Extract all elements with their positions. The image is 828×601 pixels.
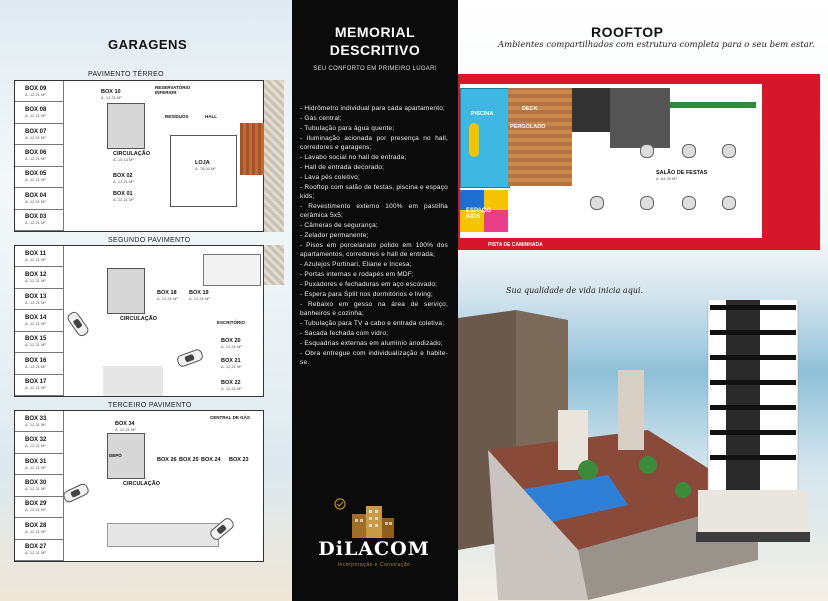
plan-terceiro [14, 410, 264, 562]
memorial-item: - Hidrômetro individual para cada apartamento; [300, 105, 446, 112]
box-area: A. 12,21 M² [25, 320, 46, 326]
memorial-item: - Portas internas e rodapés em MDF; [300, 271, 414, 278]
garagens-title: GARAGENS [108, 37, 188, 52]
loja-label: LOJA A. 76,00 M² [195, 160, 216, 171]
box24-label: BOX 24 [201, 457, 221, 463]
car [208, 516, 236, 542]
memorial-item: - Esquadrias externas em alumínio anodizado; [300, 340, 443, 347]
stair-core [107, 103, 145, 149]
quality-tagline: Sua qualidade de vida inicia aqui. [506, 286, 644, 295]
planter [670, 102, 756, 108]
garage-box [15, 81, 63, 102]
plan-segundo [14, 245, 264, 397]
box-area: A. 12,21 M² [25, 91, 46, 97]
reservatorio-label: RESERVATÓRIO INFERIOR [155, 85, 191, 95]
pergolado-label: PERGOLADO [510, 124, 546, 130]
circulacao-label: CIRCULAÇÃO [123, 481, 160, 487]
kids-area [460, 190, 508, 232]
box-area: A. 12,21 M² [25, 421, 46, 427]
segundo-box-column [15, 246, 64, 396]
box-name: BOX 15 [25, 336, 47, 343]
garage-box [15, 167, 63, 188]
box-name: BOX 07 [25, 128, 47, 135]
garage-box [15, 310, 63, 331]
loja-room [170, 135, 237, 207]
terceiro-box-column [15, 411, 64, 561]
box-name: BOX 28 [25, 522, 47, 529]
rooftop-floor [460, 84, 762, 238]
box23-label: BOX 23 [229, 457, 249, 463]
box-name: BOX 30 [25, 479, 47, 486]
memorial-title-2: DESCRITIVO [329, 42, 421, 58]
logo-text: DiLACOM [318, 538, 430, 560]
rooftop-tagline: Ambientes compartilhados com estrutura completa para o seu bem estar. [498, 40, 815, 50]
terreo-label: PAVIMENTO TÉRREO [88, 71, 164, 78]
box-area: A. 12,21 M² [25, 363, 46, 369]
deck-label: DECK [522, 106, 538, 112]
logo-tagline: Incorporação e Construção [337, 562, 411, 568]
box-area: A. 12,21 M² [25, 385, 46, 391]
box-name: BOX 05 [25, 171, 47, 178]
box-area: A. 12,21 M² [25, 198, 46, 204]
hall-label: HALL [205, 114, 217, 119]
box-name: BOX 17 [25, 379, 47, 386]
dilacom-logo [314, 490, 434, 580]
garage-box [15, 353, 63, 374]
box-area: A. 12,21 M² [25, 177, 46, 183]
box-name: BOX 03 [25, 214, 47, 221]
ramp [107, 523, 219, 547]
box25-label: BOX 25 [179, 457, 199, 463]
residuos-label: RESÍDUOS [165, 114, 189, 119]
wood-deck [240, 123, 264, 175]
box-name: BOX 14 [25, 314, 47, 321]
memorial-item: - Lavabo social no hall de entrada; [300, 154, 407, 161]
car [62, 482, 91, 504]
box-area: A. 12,21 M² [25, 299, 46, 305]
car [176, 348, 205, 368]
stair-core [107, 268, 145, 314]
box-area: A. 12,21 M² [25, 113, 46, 119]
memorial-item: - Tubulação para TV a cabo e entrada coletiva; [300, 320, 445, 327]
box-name: BOX 11 [25, 250, 47, 257]
rooftop-title: ROOFTOP [591, 24, 664, 40]
float-icon [469, 123, 479, 157]
terceiro-label: TERCEIRO PAVIMENTO [108, 402, 192, 409]
office-furniture [203, 254, 261, 286]
pool-label: PISCINA [471, 111, 494, 117]
box02-label: BOX 02 A. 12,21 M² [113, 173, 134, 184]
rooftop-panel [458, 0, 828, 601]
garage-box [15, 102, 63, 123]
garage-box [15, 411, 63, 432]
garage-box [15, 475, 63, 496]
kids-label: ESPAÇO KIDS [466, 208, 491, 220]
box-area: A. 12,21 M² [25, 256, 46, 262]
box-name: BOX 27 [25, 544, 47, 551]
box-area: A. 12,21 M² [25, 342, 46, 348]
garage-box [15, 432, 63, 453]
box10-label: BOX 10 A. 12,21 M² [101, 89, 122, 100]
garage-box [15, 375, 63, 396]
memorial-item: - Sacada fechada com vidro; [300, 330, 389, 337]
garage-box [15, 497, 63, 518]
box-area: A. 12,21 M² [25, 464, 46, 470]
stair-core [610, 88, 670, 148]
garage-box [15, 124, 63, 145]
memorial-item: - Tubulação para água quente; [300, 125, 395, 132]
box01-label: BOX 01 A. 12,21 M² [113, 191, 134, 202]
circulacao-label: CIRCULAÇÃO A. 10,14 M² [113, 151, 150, 162]
box-name: BOX 08 [25, 107, 47, 114]
table-icon [640, 196, 654, 210]
memorial-item: - Iluminação acionada por presença no hall, corredores e garagens; [300, 135, 448, 151]
box-area: A. 12,21 M² [25, 550, 46, 556]
box-name: BOX 12 [25, 272, 47, 279]
box-area: A. 12,21 M² [25, 134, 46, 140]
memorial-title-1: MEMORIAL [334, 24, 416, 40]
walking-track [458, 74, 820, 250]
garage-box [15, 246, 63, 267]
ramp [103, 366, 163, 396]
box-name: BOX 29 [25, 501, 47, 508]
building-render [458, 300, 828, 601]
memorial-item: - Hall de entrada decorado; [300, 164, 385, 171]
garage-box [15, 518, 63, 539]
car [66, 310, 91, 338]
memorial-item: - Zelador permanente; [300, 232, 369, 239]
box-name: BOX 09 [25, 85, 47, 92]
box-area: A. 12,21 M² [25, 485, 46, 491]
rock-garden [264, 80, 284, 232]
garage-box [15, 210, 63, 231]
memorial-panel [292, 0, 458, 601]
escritorio-label: ESCRITÓRIO [217, 320, 246, 325]
box-area: A. 12,21 M² [25, 155, 46, 161]
box21-label: BOX 21 A. 12,21 M² [221, 358, 242, 369]
box-name: BOX 06 [25, 149, 47, 156]
box-area: A. 12,21 M² [25, 220, 46, 226]
kids-tile [460, 190, 484, 210]
box-name: BOX 04 [25, 192, 47, 199]
salao-label: SALÃO DE FESTAS A. 64,35 M² [656, 170, 708, 181]
rock-garden [264, 245, 284, 285]
box22-label: BOX 22 A. 12,21 M² [221, 380, 242, 391]
memorial-item: - Rebaixo em gesso na área de serviço, banheiros e cozinha; [300, 301, 448, 317]
garage-box [15, 145, 63, 166]
box-name: BOX 33 [25, 415, 47, 422]
segundo-label: SEGUNDO PAVIMENTO [108, 237, 191, 244]
memorial-subtitle: SEU CONFORTO EM PRIMEIRO LUGAR! [313, 66, 437, 72]
central-gas-label: CENTRAL DE GÁS [210, 415, 250, 420]
garage-box [15, 267, 63, 288]
circulacao-label: CIRCULAÇÃO [120, 316, 157, 322]
table-icon [722, 196, 736, 210]
box-name: BOX 31 [25, 458, 47, 465]
memorial-item: - Obra entregue com individualização e habite-se. [300, 350, 448, 366]
box-area: A. 12,21 M² [25, 528, 46, 534]
garage-box [15, 454, 63, 475]
garagens-panel [0, 0, 292, 601]
box18-label: BOX 18 A. 12,21 M² [157, 290, 178, 301]
depo-label: DEPÓ [109, 453, 122, 458]
memorial-item: - Gás central; [300, 115, 342, 122]
box34-label: BOX 34 A. 12,21 M² [115, 421, 136, 432]
box-name: BOX 32 [25, 437, 47, 444]
box-area: A. 12,21 M² [25, 278, 46, 284]
box-name: BOX 13 [25, 293, 47, 300]
memorial-item: - Câmeras de segurança; [300, 222, 378, 229]
box19-label: BOX 19 A. 12,21 M² [189, 290, 210, 301]
memorial-item: - Pisos em porcelanato polido em 100% dos apartamentos, corredores e hall de entrada; [300, 242, 448, 258]
memorial-list [300, 104, 448, 368]
memorial-item: - Revestimento externo 100% em pastilha cerâmica 5x5; [300, 203, 448, 219]
table-icon [722, 144, 736, 158]
table-icon [590, 196, 604, 210]
pista-label: PISTA DE CAMINHADA [488, 242, 543, 248]
garage-box [15, 188, 63, 209]
plan-terreo [14, 80, 264, 232]
deck-pergolado [508, 88, 572, 186]
box-name: BOX 16 [25, 357, 47, 364]
table-icon [682, 196, 696, 210]
terreo-box-column [15, 81, 64, 231]
table-icon [640, 144, 654, 158]
garage-box [15, 540, 63, 561]
memorial-item: - Lava pés coletivo; [300, 174, 361, 181]
box-area: A. 12,21 M² [25, 507, 46, 513]
garage-box [15, 289, 63, 310]
box20-label: BOX 20 A. 12,21 M² [221, 338, 242, 349]
pool [460, 88, 510, 188]
box-area: A. 12,21 M² [25, 443, 46, 449]
box26-label: BOX 26 [157, 457, 177, 463]
memorial-item: - Espera para Split nos dormitórios e living; [300, 291, 433, 298]
memorial-item: - Azulejos Portinari, Eliane e Incesa; [300, 261, 412, 268]
garage-box [15, 332, 63, 353]
memorial-item: - Puxadores e fechaduras em aço escovado; [300, 281, 438, 288]
memorial-item: - Rooftop com salão de festas, piscina e espaço kids; [300, 184, 448, 200]
table-icon [682, 144, 696, 158]
